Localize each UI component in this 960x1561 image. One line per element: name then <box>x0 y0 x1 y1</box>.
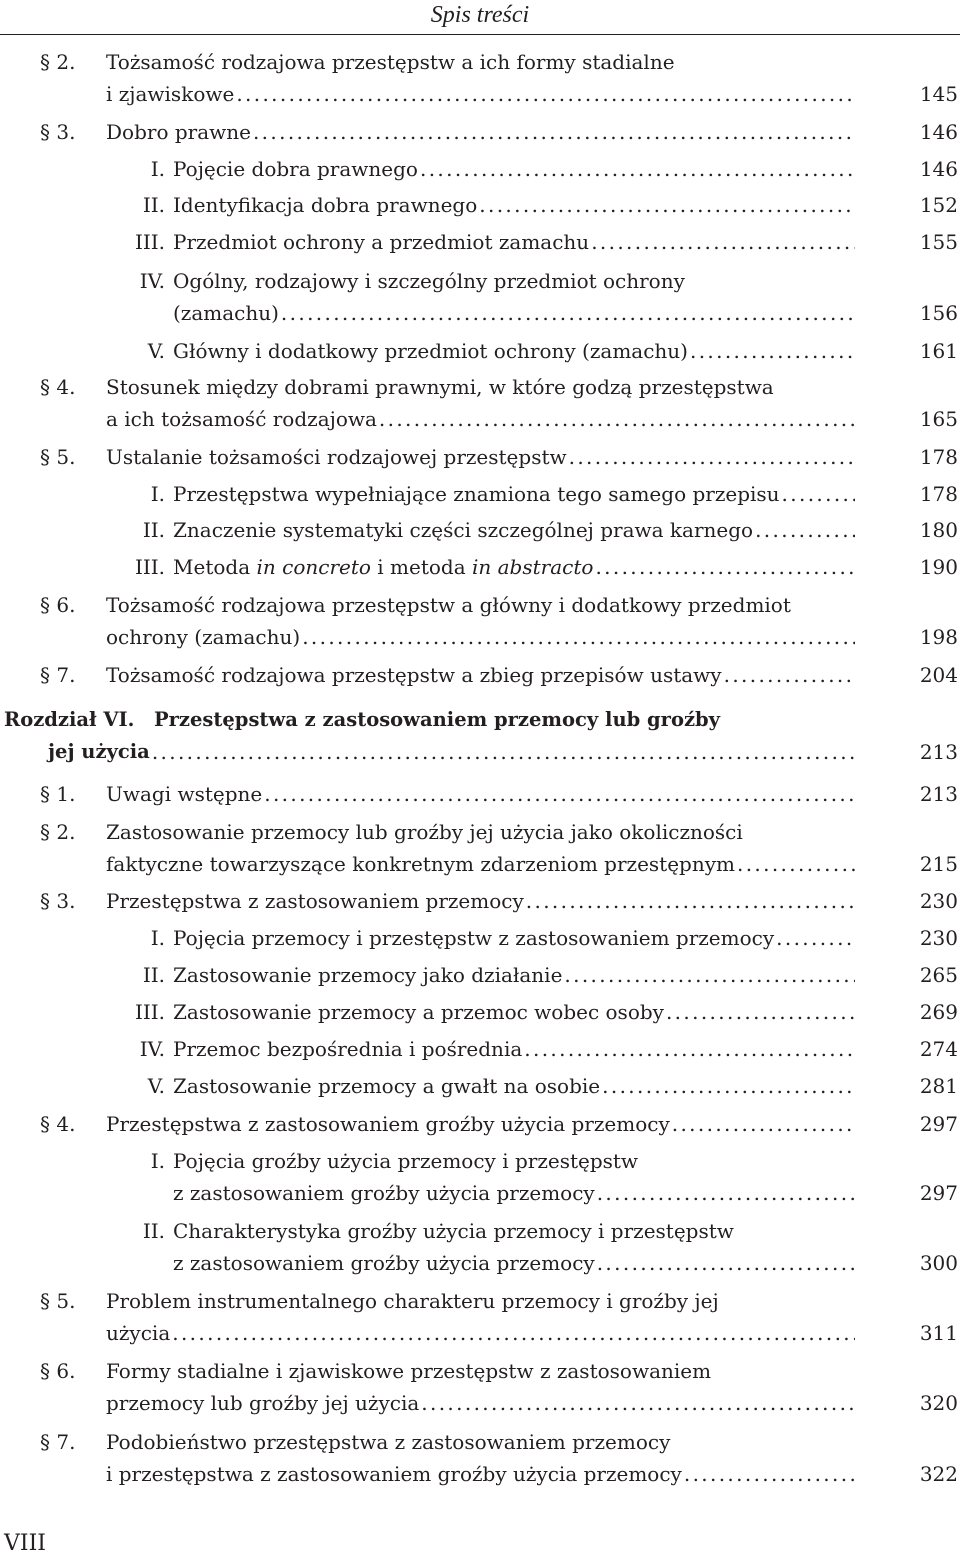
toc-entry-title: Znaczenie systematyki części szczególnej prawa karnego <box>173 518 754 542</box>
toc-entry-marker: III. <box>134 555 165 579</box>
toc-entry-marker: § 5. <box>40 445 76 469</box>
toc-entry-title: Charakterystyka groźby użycia przemocy i przestępstw <box>173 1219 734 1243</box>
running-title: Spis treści <box>430 2 530 28</box>
leader-dots <box>597 1177 855 1209</box>
toc-page-number: 320 <box>919 1391 958 1415</box>
toc-entry-title: Pojęcie dobra prawnego <box>173 157 418 181</box>
toc-entry-title-part: in abstracto <box>472 555 594 579</box>
toc-entry-marker: III. <box>134 1000 165 1024</box>
toc-entry-title: Dobro prawne <box>106 120 251 144</box>
toc-entry-title: Przemoc bezpośrednia i pośrednia <box>173 1037 523 1061</box>
page-number: VIII <box>4 1531 46 1556</box>
toc-entry-title <box>173 551 593 583</box>
toc-page-number: 230 <box>919 926 958 950</box>
leader-dots <box>737 848 855 880</box>
toc-entry-marker: II. <box>142 1219 165 1243</box>
toc-entry-title: Zastosowanie przemocy lub groźby jej użycia jako okoliczności <box>106 820 743 844</box>
toc-entry-marker: I. <box>150 926 165 950</box>
toc-page-number: 297 <box>919 1181 958 1205</box>
leader-dots <box>152 736 855 768</box>
toc-entry-title-part: Metoda <box>173 555 257 579</box>
toc-page-number: 156 <box>919 301 958 325</box>
leader-dots <box>666 996 855 1028</box>
toc-page-number: 230 <box>919 889 958 913</box>
toc-entry-title: Pojęcia przemocy i przestępstw z zastosowaniem przemocy <box>173 926 775 950</box>
leader-dots <box>564 959 855 991</box>
toc-page-number: 215 <box>919 852 958 876</box>
leader-dots <box>253 116 855 148</box>
leader-dots <box>690 335 855 367</box>
leader-dots <box>379 403 855 435</box>
toc-page-number: 297 <box>919 1112 958 1136</box>
toc-entry-marker: I. <box>150 482 165 506</box>
toc-entry-marker: § 3. <box>40 120 76 144</box>
toc-entry-title: Tożsamość rodzajowa przestępstw a główny i dodatkowy przedmiot <box>106 593 791 617</box>
toc-entry-title: Stosunek między dobrami prawnymi, w które godzą przestępstwa <box>106 375 774 399</box>
toc-entry-marker: I. <box>150 157 165 181</box>
toc-page-number: 152 <box>919 193 958 217</box>
leader-dots <box>172 1317 855 1349</box>
toc-entry-title: użycia <box>106 1321 171 1345</box>
toc-entry-title: i zjawiskowe <box>106 82 235 106</box>
toc-entry-title: z zastosowaniem groźby użycia przemocy <box>173 1181 595 1205</box>
toc-page-number: 178 <box>919 482 958 506</box>
toc-page-number: 190 <box>919 555 958 579</box>
toc-entry-title: przemocy lub groźby jej użycia <box>106 1391 420 1415</box>
toc-entry-title: Identyfikacja dobra prawnego <box>173 193 478 217</box>
toc-entry-marker: § 6. <box>40 593 76 617</box>
toc-entry-marker: IV. <box>139 1037 165 1061</box>
leader-dots <box>776 922 855 954</box>
leader-dots <box>479 189 855 221</box>
leader-dots <box>597 1247 855 1279</box>
toc-entry-marker: II. <box>142 518 165 542</box>
toc-entry-title: Uwagi wstępne <box>106 782 263 806</box>
toc-entry-title: Przestępstwa z zastosowaniem groźby użycia przemocy <box>106 1112 670 1136</box>
toc-page-number: 311 <box>919 1321 958 1345</box>
toc-entry-marker: § 4. <box>40 375 76 399</box>
leader-dots <box>421 1387 855 1419</box>
toc-page-number: 322 <box>919 1462 958 1486</box>
chapter-title: jej użycia <box>48 740 150 763</box>
leader-dots <box>672 1108 855 1140</box>
toc-entry-title: a ich tożsamość rodzajowa <box>106 407 377 431</box>
leader-dots <box>724 659 855 691</box>
toc-page-number: 146 <box>919 157 958 181</box>
toc-page-number: 146 <box>919 120 958 144</box>
toc-entry-title-part: i metoda <box>370 555 472 579</box>
toc-entry-title: Pojęcia groźby użycia przemocy i przestępstw <box>173 1149 639 1173</box>
toc-entry-title: z zastosowaniem groźby użycia przemocy <box>173 1251 595 1275</box>
toc-entry-title: Przestępstwa wypełniające znamiona tego samego przepisu <box>173 482 780 506</box>
toc-entry-title: faktyczne towarzyszące konkretnym zdarzeniom przestępnym <box>106 852 735 876</box>
chapter-marker: Rozdział VI. <box>4 708 135 731</box>
toc-entry-marker: V. <box>147 339 165 363</box>
leader-dots <box>264 778 855 810</box>
leader-dots <box>281 297 855 329</box>
leader-dots <box>236 78 855 110</box>
leader-dots <box>782 478 855 510</box>
toc-entry-title: Ustalanie tożsamości rodzajowej przestępstw <box>106 445 567 469</box>
toc-entry-marker: § 2. <box>40 820 76 844</box>
toc-page-number: 213 <box>919 782 958 806</box>
toc-page-number: 178 <box>919 445 958 469</box>
toc-entry-title: Zastosowanie przemocy jako działanie <box>173 963 563 987</box>
toc-page-number: 274 <box>919 1037 958 1061</box>
toc-page-number: 281 <box>919 1074 958 1098</box>
toc-entry-title: Ogólny, rodzajowy i szczególny przedmiot ochrony <box>173 269 685 293</box>
toc-page-number: 161 <box>919 339 958 363</box>
toc-entry-title: ochrony (zamachu) <box>106 625 301 649</box>
toc-entry-marker: V. <box>147 1074 165 1098</box>
toc-page-number: 265 <box>919 963 958 987</box>
leader-dots <box>755 514 855 546</box>
toc-entry-title: Zastosowanie przemocy a przemoc wobec osoby <box>173 1000 664 1024</box>
toc-entry-title: Formy stadialne i zjawiskowe przestępstw z zastosowaniem <box>106 1359 712 1383</box>
toc-entry-marker: § 3. <box>40 889 76 913</box>
toc-entry-marker: § 7. <box>40 1430 76 1454</box>
leader-dots <box>591 226 855 258</box>
toc-page-number: 180 <box>919 518 958 542</box>
toc-entry-marker: I. <box>150 1149 165 1173</box>
toc-page-number: 145 <box>919 82 958 106</box>
toc-page-number: 155 <box>919 230 958 254</box>
leader-dots <box>684 1458 855 1490</box>
toc-entry-marker: II. <box>142 963 165 987</box>
leader-dots <box>420 153 855 185</box>
toc-entry-title-part: in concreto <box>256 555 371 579</box>
leader-dots <box>524 1033 855 1065</box>
toc-entry-title: Główny i dodatkowy przedmiot ochrony (zamachu) <box>173 339 688 363</box>
toc-entry-title: Problem instrumentalnego charakteru przemocy i groźby jej <box>106 1289 719 1313</box>
toc-entry-title: Tożsamość rodzajowa przestępstw a ich formy stadialne <box>106 50 675 74</box>
toc-page-number: 204 <box>919 663 958 687</box>
leader-dots <box>526 885 855 917</box>
toc-entry-marker: § 4. <box>40 1112 76 1136</box>
toc-entry-title: Zastosowanie przemocy a gwałt na osobie <box>173 1074 601 1098</box>
toc-entry-title: (zamachu) <box>173 301 279 325</box>
leader-dots <box>569 441 855 473</box>
toc-entry-marker: IV. <box>139 269 165 293</box>
toc-page-number: 198 <box>919 625 958 649</box>
toc-entry-title: Tożsamość rodzajowa przestępstw a zbieg przepisów ustawy <box>106 663 722 687</box>
toc-page-number: 165 <box>919 407 958 431</box>
toc-entry-title: Przedmiot ochrony a przedmiot zamachu <box>173 230 590 254</box>
toc-entry-marker: III. <box>134 230 165 254</box>
toc-entry-marker: § 7. <box>40 663 76 687</box>
leader-dots <box>595 551 855 583</box>
toc-entry-marker: § 6. <box>40 1359 76 1383</box>
leader-dots <box>602 1070 855 1102</box>
toc-page-number: 213 <box>919 740 958 764</box>
toc-entry-title: Przestępstwa z zastosowaniem przemocy <box>106 889 524 913</box>
toc-entry-marker: § 5. <box>40 1289 76 1313</box>
toc-entry-title: Podobieństwo przestępstwa z zastosowaniem przemocy <box>106 1430 671 1454</box>
toc-entry-marker: II. <box>142 193 165 217</box>
leader-dots <box>302 621 855 653</box>
toc-page-number: 269 <box>919 1000 958 1024</box>
toc-entry-marker: § 1. <box>40 782 76 806</box>
chapter-title: Przestępstwa z zastosowaniem przemocy lub groźby <box>154 708 721 731</box>
toc-entry-title: i przestępstwa z zastosowaniem groźby użycia przemocy <box>106 1462 682 1486</box>
toc-entry-marker: § 2. <box>40 50 76 74</box>
toc-page-number: 300 <box>919 1251 958 1275</box>
